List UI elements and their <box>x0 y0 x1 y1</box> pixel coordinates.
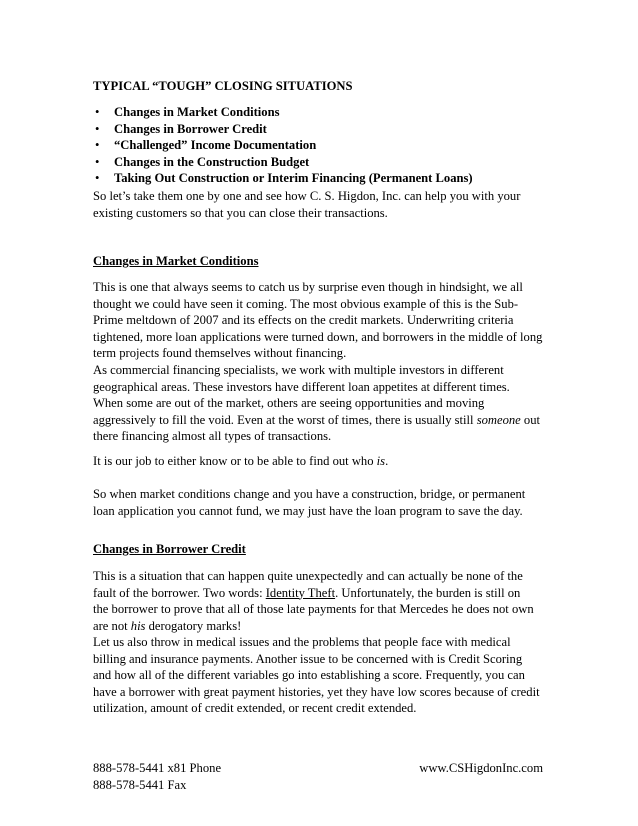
document-title: TYPICAL “TOUGH” CLOSING SITUATIONS <box>93 79 353 93</box>
market-paragraph-2: As commercial financing specialists, we work with multiple investors in different geographical areas. These investors have different loan appetites at different times. When some are out of the market, others are seeing opportunities and moving aggressively to fill the void. Even at the worst of times, there is usually still someone out there financing almost all types of transactions. <box>93 363 541 444</box>
intro-paragraph: So let’s take them one by one and see how C. S. Higdon, Inc. can help you with your existing customers so that you can close their transactions. <box>93 189 521 220</box>
list-item: • “Challenged” Income Documentation <box>95 138 317 152</box>
identity-theft-underline: Identity Theft <box>265 585 336 600</box>
list-item: • Taking Out Construction or Interim Financing (Permanent Loans) <box>95 171 473 185</box>
bullet-icon: • <box>95 121 100 136</box>
market-paragraph-1: This is one that always seems to catch us by surprise even though in hindsight, we all thought we could have seen it coming. The most obvious example of this is the Sub- Prime meltdown of 2007 and its effects on the credit markets. Underwriting criteria tightened, more loan applications were turned down, and borrowers in the middle of long term projects found themselves without financing. <box>93 280 543 361</box>
emphasis-is: is <box>376 454 386 468</box>
list-item: • Changes in Market Conditions <box>95 105 280 119</box>
bullet-icon: • <box>95 171 100 185</box>
credit-paragraph-2: Let us also throw in medical issues and the problems that people face with medical billing and insurance payments. Another issue to be concerned with is Credit Scoring and how all of the different variables go into establishing a score. Frequently, you can have a borrower with great payment histories, yet they have low scores because of credit utilization, amount of credit extended, or recent credit extended. <box>93 635 540 716</box>
emphasis-his: his <box>130 618 146 633</box>
emphasis-someone: someone <box>476 412 521 427</box>
section-heading-market-conditions: Changes in Market Conditions <box>93 254 259 268</box>
bullet-icon: • <box>95 105 100 119</box>
list-item: • Changes in Borrower Credit <box>95 121 267 136</box>
credit-paragraph-1: This is a situation that can happen quite unexpectedly and can actually be none of the fault of the borrower. Two words: Identity Theft. Unfortunately, the burden is still on the borrower to prove that all of those late payments for that Mercedes he does not own are not his derogatory marks! <box>93 569 534 633</box>
situations-list <box>93 104 473 187</box>
footer-fax: 888-578-5441 Fax <box>93 777 187 792</box>
bullet-icon: • <box>95 138 100 152</box>
footer-contact <box>93 760 221 793</box>
market-paragraph-4: So when market conditions change and you have a construction, bridge, or permanent loan application you cannot fund, we may just have the loan program to save the day. <box>93 487 526 518</box>
bullet-icon: • <box>95 154 100 169</box>
section-heading-borrower-credit: Changes in Borrower Credit <box>93 542 246 556</box>
footer-website[interactable]: www.CSHigdonInc.com <box>419 761 543 775</box>
list-item: • Changes in the Construction Budget <box>95 154 310 169</box>
footer-phone: 888-578-5441 x81 Phone <box>93 761 222 775</box>
market-paragraph-3: It is our job to either know or to be able to find out who is. <box>93 454 389 468</box>
